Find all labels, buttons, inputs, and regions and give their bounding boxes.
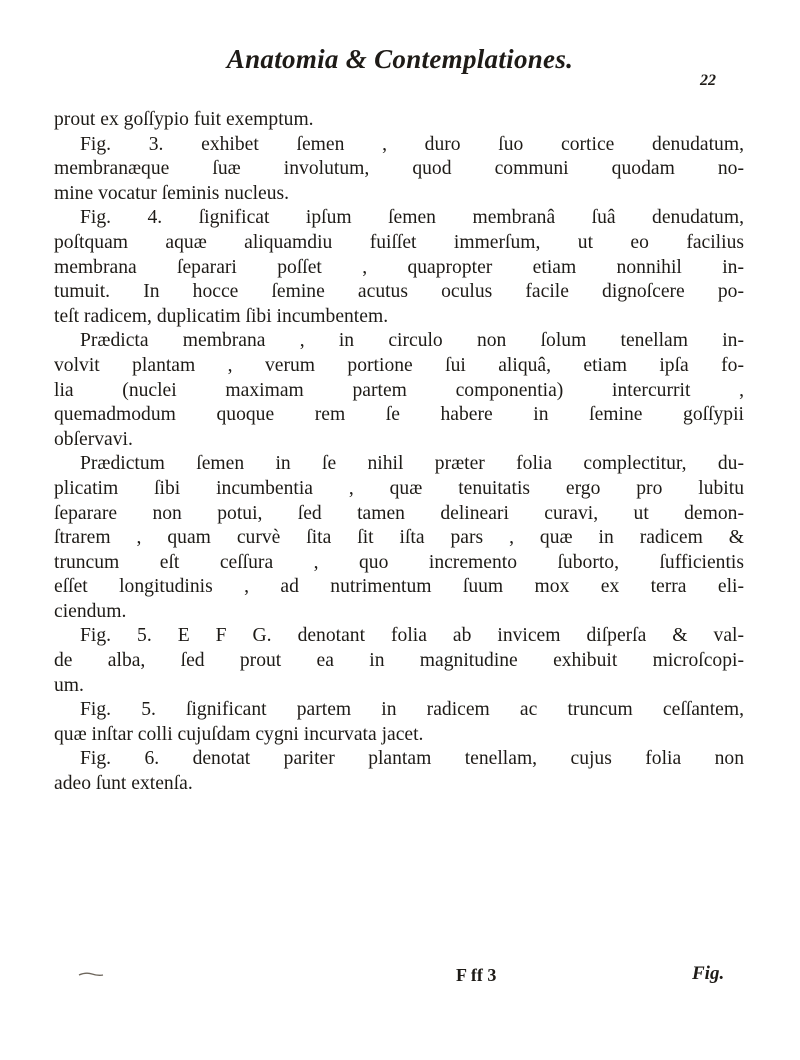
text-line: plicatim ſibi incumbentia , quæ tenuitatis ergo pro lubitu bbox=[54, 477, 744, 499]
text-line: eſſet longitudinis , ad nutrimentum ſuum mox ex terra eli- bbox=[54, 576, 744, 598]
text-line: membranæque ſuæ involutum, quod communi quodam no- bbox=[54, 158, 744, 180]
text-line: Fig. 5. E F G. denotant folia ab invicem diſperſa & val- bbox=[80, 625, 744, 647]
text-line: tumuit. In hocce ſemine acutus oculus facile dignoſcere po- bbox=[54, 281, 744, 303]
text-line: lia (nuclei maximam partem componentia) intercurrit , bbox=[54, 379, 744, 401]
text-line: um. bbox=[54, 674, 84, 696]
body-text bbox=[54, 108, 744, 797]
text-line: Fig. 6. denotat pariter plantam tenellam, cujus folia non bbox=[80, 748, 744, 770]
text-line: poſtquam aquæ aliquamdiu fuiſſet immerſum, ut eo facilius bbox=[54, 231, 744, 253]
text-line: ciendum. bbox=[54, 600, 127, 622]
text-line: adeo ſunt extenſa. bbox=[54, 773, 193, 795]
text-line: membrana ſeparari poſſet , quapropter etiam nonnihil in- bbox=[54, 256, 744, 278]
text-line: quemadmodum quoque rem ſe habere in ſemine goſſypii bbox=[54, 404, 744, 426]
text-line: obſervavi. bbox=[54, 428, 133, 450]
text-line: Prædictum ſemen in ſe nihil præter folia complectitur, du- bbox=[80, 453, 744, 475]
signature-mark: F ff 3 bbox=[456, 965, 497, 985]
ink-smudge-icon bbox=[78, 970, 104, 978]
text-line: volvit plantam , verum portione ſui aliquâ, etiam ipſa fo- bbox=[54, 354, 744, 376]
text-line: ſtrarem , quam curvè ſita ſit iſta pars , quæ in radicem & bbox=[54, 527, 744, 549]
text-line: truncum eſt ceſſura , quo incremento ſuborto, ſufficientis bbox=[54, 551, 744, 573]
text-line: de alba, ſed prout ea in magnitudine exhibuit microſcopi- bbox=[54, 650, 744, 672]
text-line: quæ inſtar colli cujuſdam cygni incurvata jacet. bbox=[54, 723, 424, 745]
text-line: mine vocatur ſeminis nucleus. bbox=[54, 182, 290, 204]
text-line: Fig. 4. ſignificat ipſum ſemen membranâ ſuâ denudatum, bbox=[80, 207, 744, 229]
text-line: Fig. 5. ſignificant partem in radicem ac truncum ceſſantem, bbox=[80, 699, 744, 721]
text-line: Prædicta membrana , in circulo non ſolum tenellam in- bbox=[80, 330, 744, 352]
running-title: Anatomia & Contemplationes. bbox=[226, 44, 574, 74]
text-line: prout ex goſſypio fuit exemptum. bbox=[54, 109, 314, 130]
text-line: teſt radicem, duplicatim ſibi incumbentem. bbox=[54, 305, 389, 327]
page-number: 22 bbox=[700, 72, 716, 89]
text-line: Fig. 3. exhibet ſemen , duro ſuo cortice denudatum, bbox=[80, 133, 744, 155]
text-line: ſeparare non potui, ſed tamen delineari curavi, ut demon- bbox=[54, 502, 744, 524]
catchword: Fig. bbox=[692, 963, 725, 984]
